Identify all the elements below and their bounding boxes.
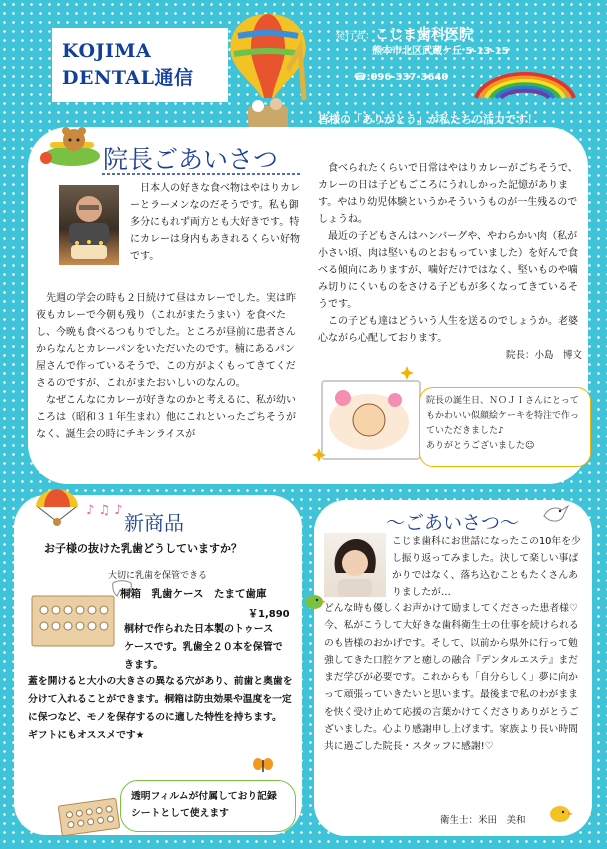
product-body bbox=[28, 673, 296, 745]
director-paragraph: 先週の学会の時も２日続けて昼はカレーでした。実は昨夜もカレーで今朝も残り（これがまたうまい）を食べたし、今晩も食べるつもりでした。ところが昼前に患者さんからなんとカレーパンをいただいたのです。楠にあるパン屋さんで作っているそうで、この方がよくもってきてくださるのですが、これがまたおいしいのなんの。 bbox=[36, 293, 296, 389]
brand-line2: DENTAL通信 bbox=[62, 67, 194, 89]
director-heading: 院長ごあいさつ bbox=[103, 145, 279, 174]
product-name: 桐箱 乳歯ケース たまて歯庫 bbox=[120, 588, 267, 600]
rainbow-icon bbox=[470, 62, 580, 100]
director-birthday-photo bbox=[59, 185, 119, 265]
film-callout: 透明フィルムが付属しており記録シートとして使えます bbox=[120, 780, 296, 832]
director-col1-body bbox=[36, 290, 300, 443]
staff-photo bbox=[324, 533, 386, 597]
butterfly-icon bbox=[252, 756, 274, 776]
parachute-icon bbox=[34, 487, 80, 527]
product-heading: 新商品 bbox=[124, 511, 184, 535]
yellow-bird-icon bbox=[548, 800, 574, 824]
product-caption: 大切に乳歯を保管できる bbox=[108, 571, 208, 581]
publisher-label: 発行者： bbox=[335, 31, 375, 42]
bubble-thanks: ありがとうございました☺ bbox=[426, 441, 535, 451]
greeting-heading: ～ごあいさつ～ bbox=[386, 512, 520, 534]
bird-icon bbox=[540, 498, 570, 528]
director-paragraph: この子ども達はどういう人生を送るのでしょうか。老婆心ながら心配しております。 bbox=[318, 316, 578, 344]
publisher bbox=[335, 24, 473, 44]
director-col1-intro bbox=[130, 180, 300, 265]
portrait-cake-photo bbox=[321, 380, 421, 460]
music-notes-icon: ♪ ♫ ♪ bbox=[86, 503, 123, 518]
product-question: お子様の抜けた乳歯どうしていますか？ bbox=[44, 542, 242, 555]
product-price: ￥1,890 bbox=[248, 609, 290, 620]
director-paragraph: なぜこんなにカレーが好きなのかと考えるに、私が幼いころは（昭和３１年生まれ）他にこれといったごちそうがなく、誕生会の時にチキンライスが bbox=[36, 395, 296, 440]
product-desc-line1: 桐材で作られた日本製のトゥース bbox=[124, 624, 274, 635]
heading-underline bbox=[102, 172, 302, 177]
clinic-address: 熊本市北区武蔵ケ丘 5-13-15 bbox=[372, 46, 509, 57]
clinic-phone: ☎:096-337-3640 bbox=[354, 72, 449, 83]
product-body-text: 蓋を開けると大小の大きさの異なる穴があり、前歯と奥歯を分けて入れることができます。桐箱は防虫効果や温度を一定に保つなど、モノを保存するのに適した特性を持ちます。 bbox=[28, 676, 293, 723]
hot-air-balloon-icon bbox=[218, 10, 318, 136]
clinic-name: こじま歯科医院 bbox=[375, 27, 473, 43]
green-bird-icon bbox=[302, 590, 326, 610]
slogan: 皆様の「ありがとう」が私たちの活力です！ bbox=[318, 113, 538, 126]
cake-speech-bubble bbox=[419, 387, 591, 467]
director-col2 bbox=[318, 160, 582, 364]
tooth-box-photo bbox=[28, 586, 118, 652]
director-paragraph: 最近の子どもさんはハンバーグや、やわらかい肉（私が小さい頃、肉は堅いものとおもっていました）を好んで食べる傾向にありますが、噛好だけではなく、堅いものや噛み切りにくいものをさける子どもが多くなってきているそうです。 bbox=[318, 231, 578, 310]
greeting-signature: 衛生士：米田 美和 bbox=[440, 815, 526, 826]
director-paragraph: 日本人の好きな食べ物はやはりカレーとラーメンなのだそうです。私も御多分にもれず両方とも大好きです。特にカレーは身内もあきれるくらい好物です。 bbox=[130, 183, 300, 262]
airplane-bear-icon bbox=[36, 118, 108, 180]
product-desc-line2: ケースです。乳歯全２０本を保管で bbox=[124, 642, 283, 653]
greeting-body: どんな時も優しくお声かけて励ましてくださった患者様♡ 今、私がこうして大好きな歯科衛生士の仕事を続けられるのも皆様のおかげです。そして、以前から県外に行って勉強してきた口腔ケアと癒しの融合『デンタルエステ』まだまだ学びが必要です。これからも「自分らしく」夢に向かって頑張っていきたいと思います。最後まで私のわがままを快く受け止めて応援の言葉かけてくださりありがとうございました。心より感謝申し上げます。家族より長い時間共に過ごした院長・スタッフに感謝!♡ bbox=[324, 603, 588, 753]
product-desc-line3: きます。 bbox=[124, 660, 164, 671]
director-signature: 院長：小島 博文 bbox=[505, 350, 582, 361]
sparkle-icon bbox=[400, 366, 414, 380]
bubble-text: 院長の誕生日、ＮＯＪＩさんにとってもかわいい似顔絵ケーキを特注で作っていただきました♪ bbox=[426, 396, 580, 436]
greeting-intro: こじま歯科にお世話になったこの10年を少し振り返ってみました。決して楽しい事ばかりではなく、落ち込むこともたくさんありましたが… bbox=[392, 536, 581, 598]
brand-line1: KOJIMA bbox=[62, 40, 152, 62]
newsletter-title bbox=[62, 38, 194, 92]
tooth-box-open-photo bbox=[54, 790, 124, 836]
director-paragraph: 食べられたくらいで日常はやはりカレーがごちそうで、カレーの日は子どもごころにうれしかった記憶があります。やはり幼児体験というかそういうものが一生残るのでしょうね。 bbox=[318, 163, 578, 225]
product-gift: ギフトにもオススメです★ bbox=[28, 730, 145, 741]
sparkle-icon bbox=[312, 448, 326, 462]
